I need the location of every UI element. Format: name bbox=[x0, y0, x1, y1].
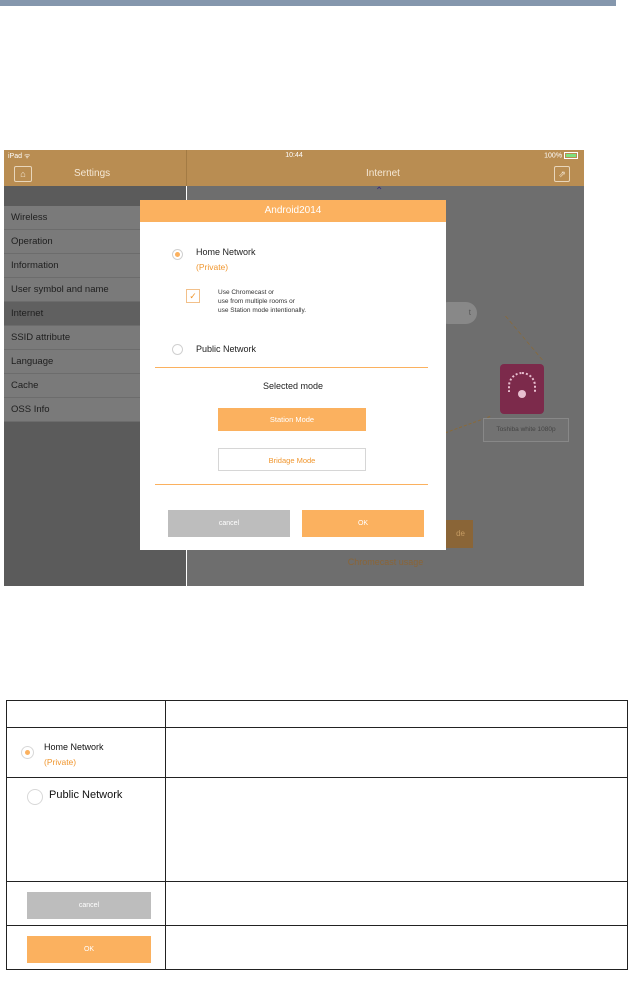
station-mode-button[interactable]: Station Mode bbox=[218, 408, 366, 431]
home-icon[interactable]: ⌂ bbox=[14, 166, 32, 182]
selected-mode-title: Selected mode bbox=[262, 381, 324, 391]
battery-percent: 100% bbox=[544, 152, 563, 160]
menu-item-information[interactable]: Information bbox=[4, 254, 186, 278]
menu-item-oss-info[interactable]: OSS Info bbox=[4, 398, 186, 422]
settings-title: Settings bbox=[74, 168, 111, 179]
menu-item-language[interactable]: Language bbox=[4, 350, 186, 374]
public-network-radio bbox=[27, 789, 43, 805]
checkbox-description: Use Chromecast or use from multiple rooms or use Station mode intentionally. bbox=[218, 289, 307, 314]
share-icon[interactable]: ⇗ bbox=[554, 166, 570, 182]
private-label: (Private) bbox=[196, 262, 229, 272]
bridge-mode-button[interactable]: Bridage Mode bbox=[218, 448, 366, 471]
ok-button-sample: OK bbox=[27, 936, 151, 963]
mode-button-dimmed: de bbox=[435, 520, 473, 548]
public-network-radio[interactable] bbox=[172, 344, 183, 355]
divider bbox=[155, 484, 428, 485]
home-network-radio[interactable] bbox=[172, 249, 183, 260]
up-arrow-icon: ⌃ bbox=[375, 186, 384, 197]
table-row bbox=[7, 882, 628, 926]
home-network-radio bbox=[21, 746, 34, 759]
nav-divider bbox=[186, 150, 187, 186]
menu-item-ssid[interactable]: SSID attribute bbox=[4, 326, 186, 350]
ipad-screenshot bbox=[4, 150, 584, 586]
menu-item-operation[interactable]: Operation bbox=[4, 230, 186, 254]
battery-icon bbox=[564, 152, 578, 159]
network-mode-dialog bbox=[140, 200, 446, 550]
dialog-title: Android2014 bbox=[140, 200, 446, 222]
battery-status bbox=[544, 152, 578, 159]
reference-table bbox=[6, 700, 628, 970]
device-name: iPad ᯤ bbox=[8, 153, 31, 160]
dashed-arrow bbox=[445, 316, 543, 360]
table-row bbox=[7, 728, 628, 778]
status-bar bbox=[4, 150, 584, 162]
connection-pill: t bbox=[437, 302, 477, 324]
chromecast-checkbox[interactable]: ✓ bbox=[186, 289, 200, 303]
menu-item-user-symbol[interactable]: User symbol and name bbox=[4, 278, 186, 302]
ok-button[interactable]: OK bbox=[302, 510, 424, 537]
table-row bbox=[7, 926, 628, 970]
tv-device-icon bbox=[500, 364, 544, 414]
private-label: (Private) bbox=[44, 757, 77, 767]
cancel-button[interactable]: cancel bbox=[168, 510, 290, 537]
header-rule bbox=[0, 0, 616, 6]
cancel-button-sample: cancel bbox=[27, 892, 151, 919]
menu-item-internet[interactable]: Internet bbox=[4, 302, 186, 326]
table-header-row bbox=[7, 701, 628, 728]
internet-title: Internet bbox=[366, 168, 400, 179]
public-network-label: Public Network bbox=[196, 344, 257, 354]
divider bbox=[155, 367, 428, 368]
menu-item-cache[interactable]: Cache bbox=[4, 374, 186, 398]
menu-item-wireless[interactable]: Wireless bbox=[4, 206, 186, 230]
nav-bar bbox=[4, 162, 584, 186]
home-network-label: Home Network bbox=[44, 742, 104, 752]
home-network-label: Home Network bbox=[196, 247, 256, 257]
public-network-label: Public Network bbox=[49, 789, 123, 801]
device-label: Toshiba white 1080p bbox=[483, 418, 569, 442]
clock: 10:44 bbox=[285, 152, 303, 159]
chromecast-usage-link[interactable]: Chromecast usage bbox=[347, 557, 424, 567]
table-row bbox=[7, 778, 628, 882]
